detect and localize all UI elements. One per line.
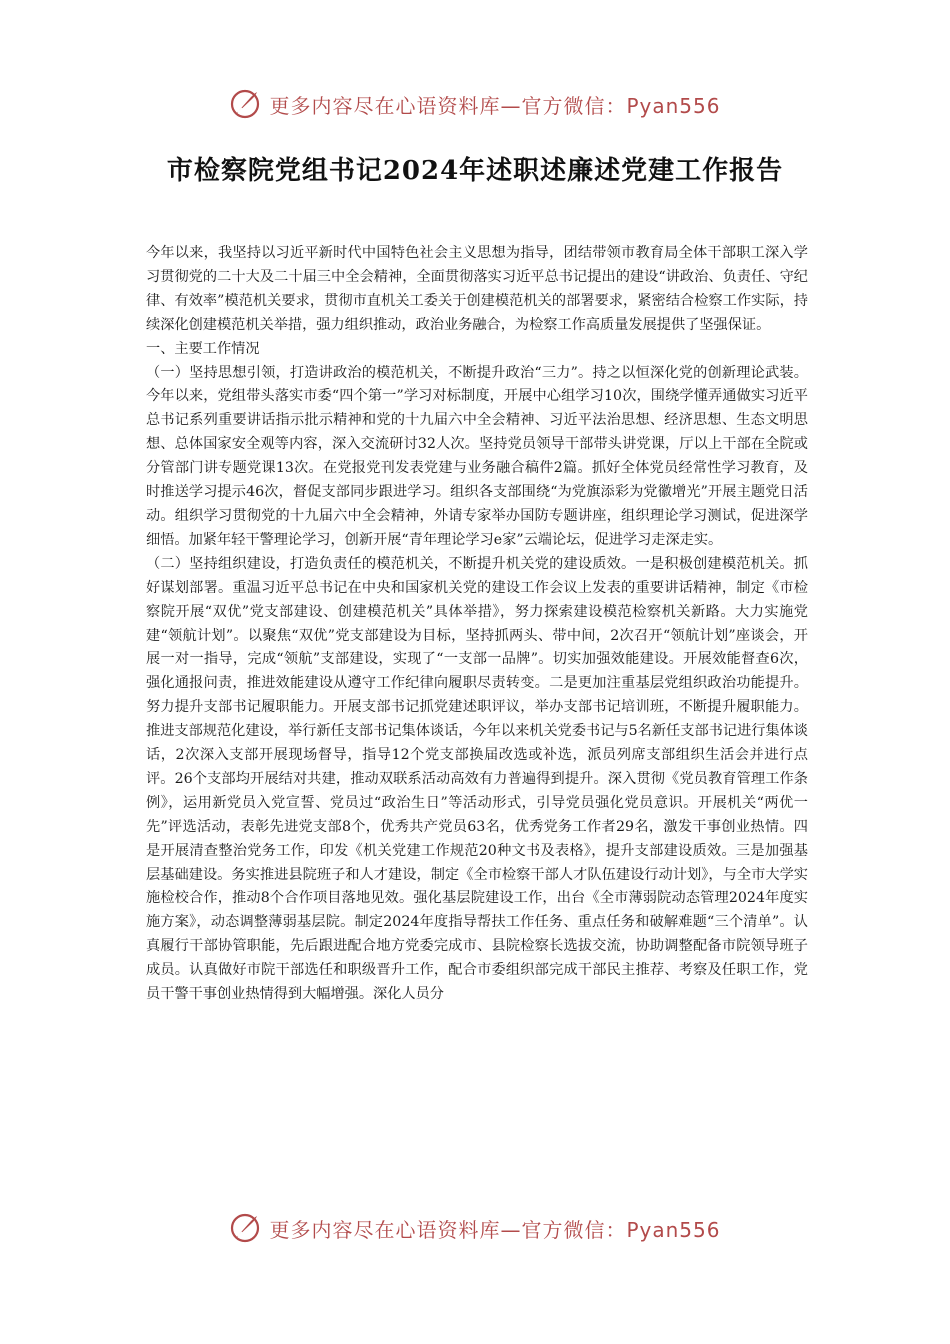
document-body [146, 242, 808, 1187]
footer-watermark-text: 更多内容尽在心语资料库—官方微信：Pyan556 [269, 1217, 721, 1242]
body-paragraph: （一）坚持思想引领，打造讲政治的模范机关，不断提升政治“三力”。持之以恒深化党的创新理论武装。今年以来，党组带头落实市委“四个第一”学习对标制度，开展中心组学习10次，围绕学懂弄通做实习近平总书记系列重要讲话指示批示精神和党的十九届六中全会精神、习近平法治思想、经济思想、生态文明思想、总体国家安全观等内容，深入交流研讨32人次。坚持党员领导干部带头讲党课，厅以上干部在全院或分管部门讲专题党课13次。在党报党刊发表党建与业务融合稿件2篇。抓好全体党员经常性学习教育，及时推送学习提示46次，督促支部同步跟进学习。组织各支部围绕“为党旗添彩为党徽增光”开展主题党日活动。组织学习贯彻党的十九届六中全会精神，外请专家举办国防专题讲座，组织理论学习测试，促进深学细悟。加紧年轻干警理论学习，创新开展“青年理论学习e家”云端论坛，促进学习走深走实。 [146, 364, 808, 548]
intro-paragraph: 今年以来，我坚持以习近平新时代中国特色社会主义思想为指导，团结带领市教育局全体干部职工深入学习贯彻党的二十大及二十届三中全会精神，全面贯彻落实习近平总书记提出的建设“讲政治、负责任、守纪律、有效率”模范机关要求，贯彻市直机关工委关于创建模范机关的部署要求，紧密结合检察工作实际，持续深化创建模范机关举措，强力组织推动，政治业务融合，为检察工作高质量发展提供了坚强保证。 [146, 245, 808, 333]
quill-logo-icon [229, 88, 261, 120]
body-paragraph: （二）坚持组织建设，打造负责任的模范机关，不断提升机关党的建设质效。一是积极创建模范机关。抓好谋划部署。重温习近平总书记在中央和国家机关党的建设工作会议上发表的重要讲话精神，制定《市检察院开展“双优”党支部建设、创建模范机关”具体举措》，努力探索建设模范检察机关新路。大力实施党建“领航计划”。以聚焦“双优”党支部建设为目标，坚持抓两头、带中间，2次召开“领航计划”座谈会，开展一对一指导，完成“领航”支部建设，实现了“一支部一品牌”。切实加强效能建设。开展效能督查6次，强化通报问责，推进效能建设从遵守工作纪律向履职尽责转变。二是更加注重基层党组织政治功能提升。努力提升支部书记履职能力。开展支部书记抓党建述职评议，举办支部书记培训班，不断提升履职能力。推进支部规范化建设，举行新任支部书记集体谈话，今年以来机关党委书记与5名新任支部书记进行集体谈话，2次深入支部开展现场督导，指导12个党支部换届改选或补选，派员列席支部组织生活会并进行点评。26个支部均开展结对共建，推动双联系活动高效有力普遍得到提升。深入贯彻《党员教育管理工作条例》，运用新党员入党宣誓、党员过“政治生日”等活动形式，引导党员强化党员意识。开展机关“两优一先”评选活动，表彰先进党支部8个，优秀共产党员63名，优秀党务工作者29名，激发干事创业热情。四是开展清查整治党务工作，印发《机关党建工作规范20种文书及表格》，提升支部建设质效。三是加强基层基础建设。务实推进县院班子和人才建设，制定《全市检察干部人才队伍建设行动计划》，与全市大学实施检校合作，推动8个合作项目落地见效。强化基层院建设工作，出台《全市薄弱院动态管理2024年度实施方案》，动态调整薄弱基层院。制定2024年度指导帮扶工作任务、重点任务和破解难题“三个清单”。认真履行干部协管职能，先后跟进配合地方党委完成市、县院检察长选拔交流，协助调整配备市院领导班子成员。认真做好市院干部选任和职级晋升工作，配合市委组织部完成干部民主推荐、考察及任职工作，党员干警干事创业热情得到大幅增强。深化人员分 [146, 555, 808, 1003]
header-watermark-banner [0, 82, 950, 126]
header-watermark-text: 更多内容尽在心语资料库—官方微信：Pyan556 [269, 93, 721, 118]
document-title: 市检察院党组书记2024年述职述廉述党建工作报告 [166, 156, 784, 186]
quill-logo-icon [229, 1212, 261, 1244]
section-heading: 一、主要工作情况 [146, 340, 260, 357]
footer-watermark-banner [0, 1206, 950, 1250]
